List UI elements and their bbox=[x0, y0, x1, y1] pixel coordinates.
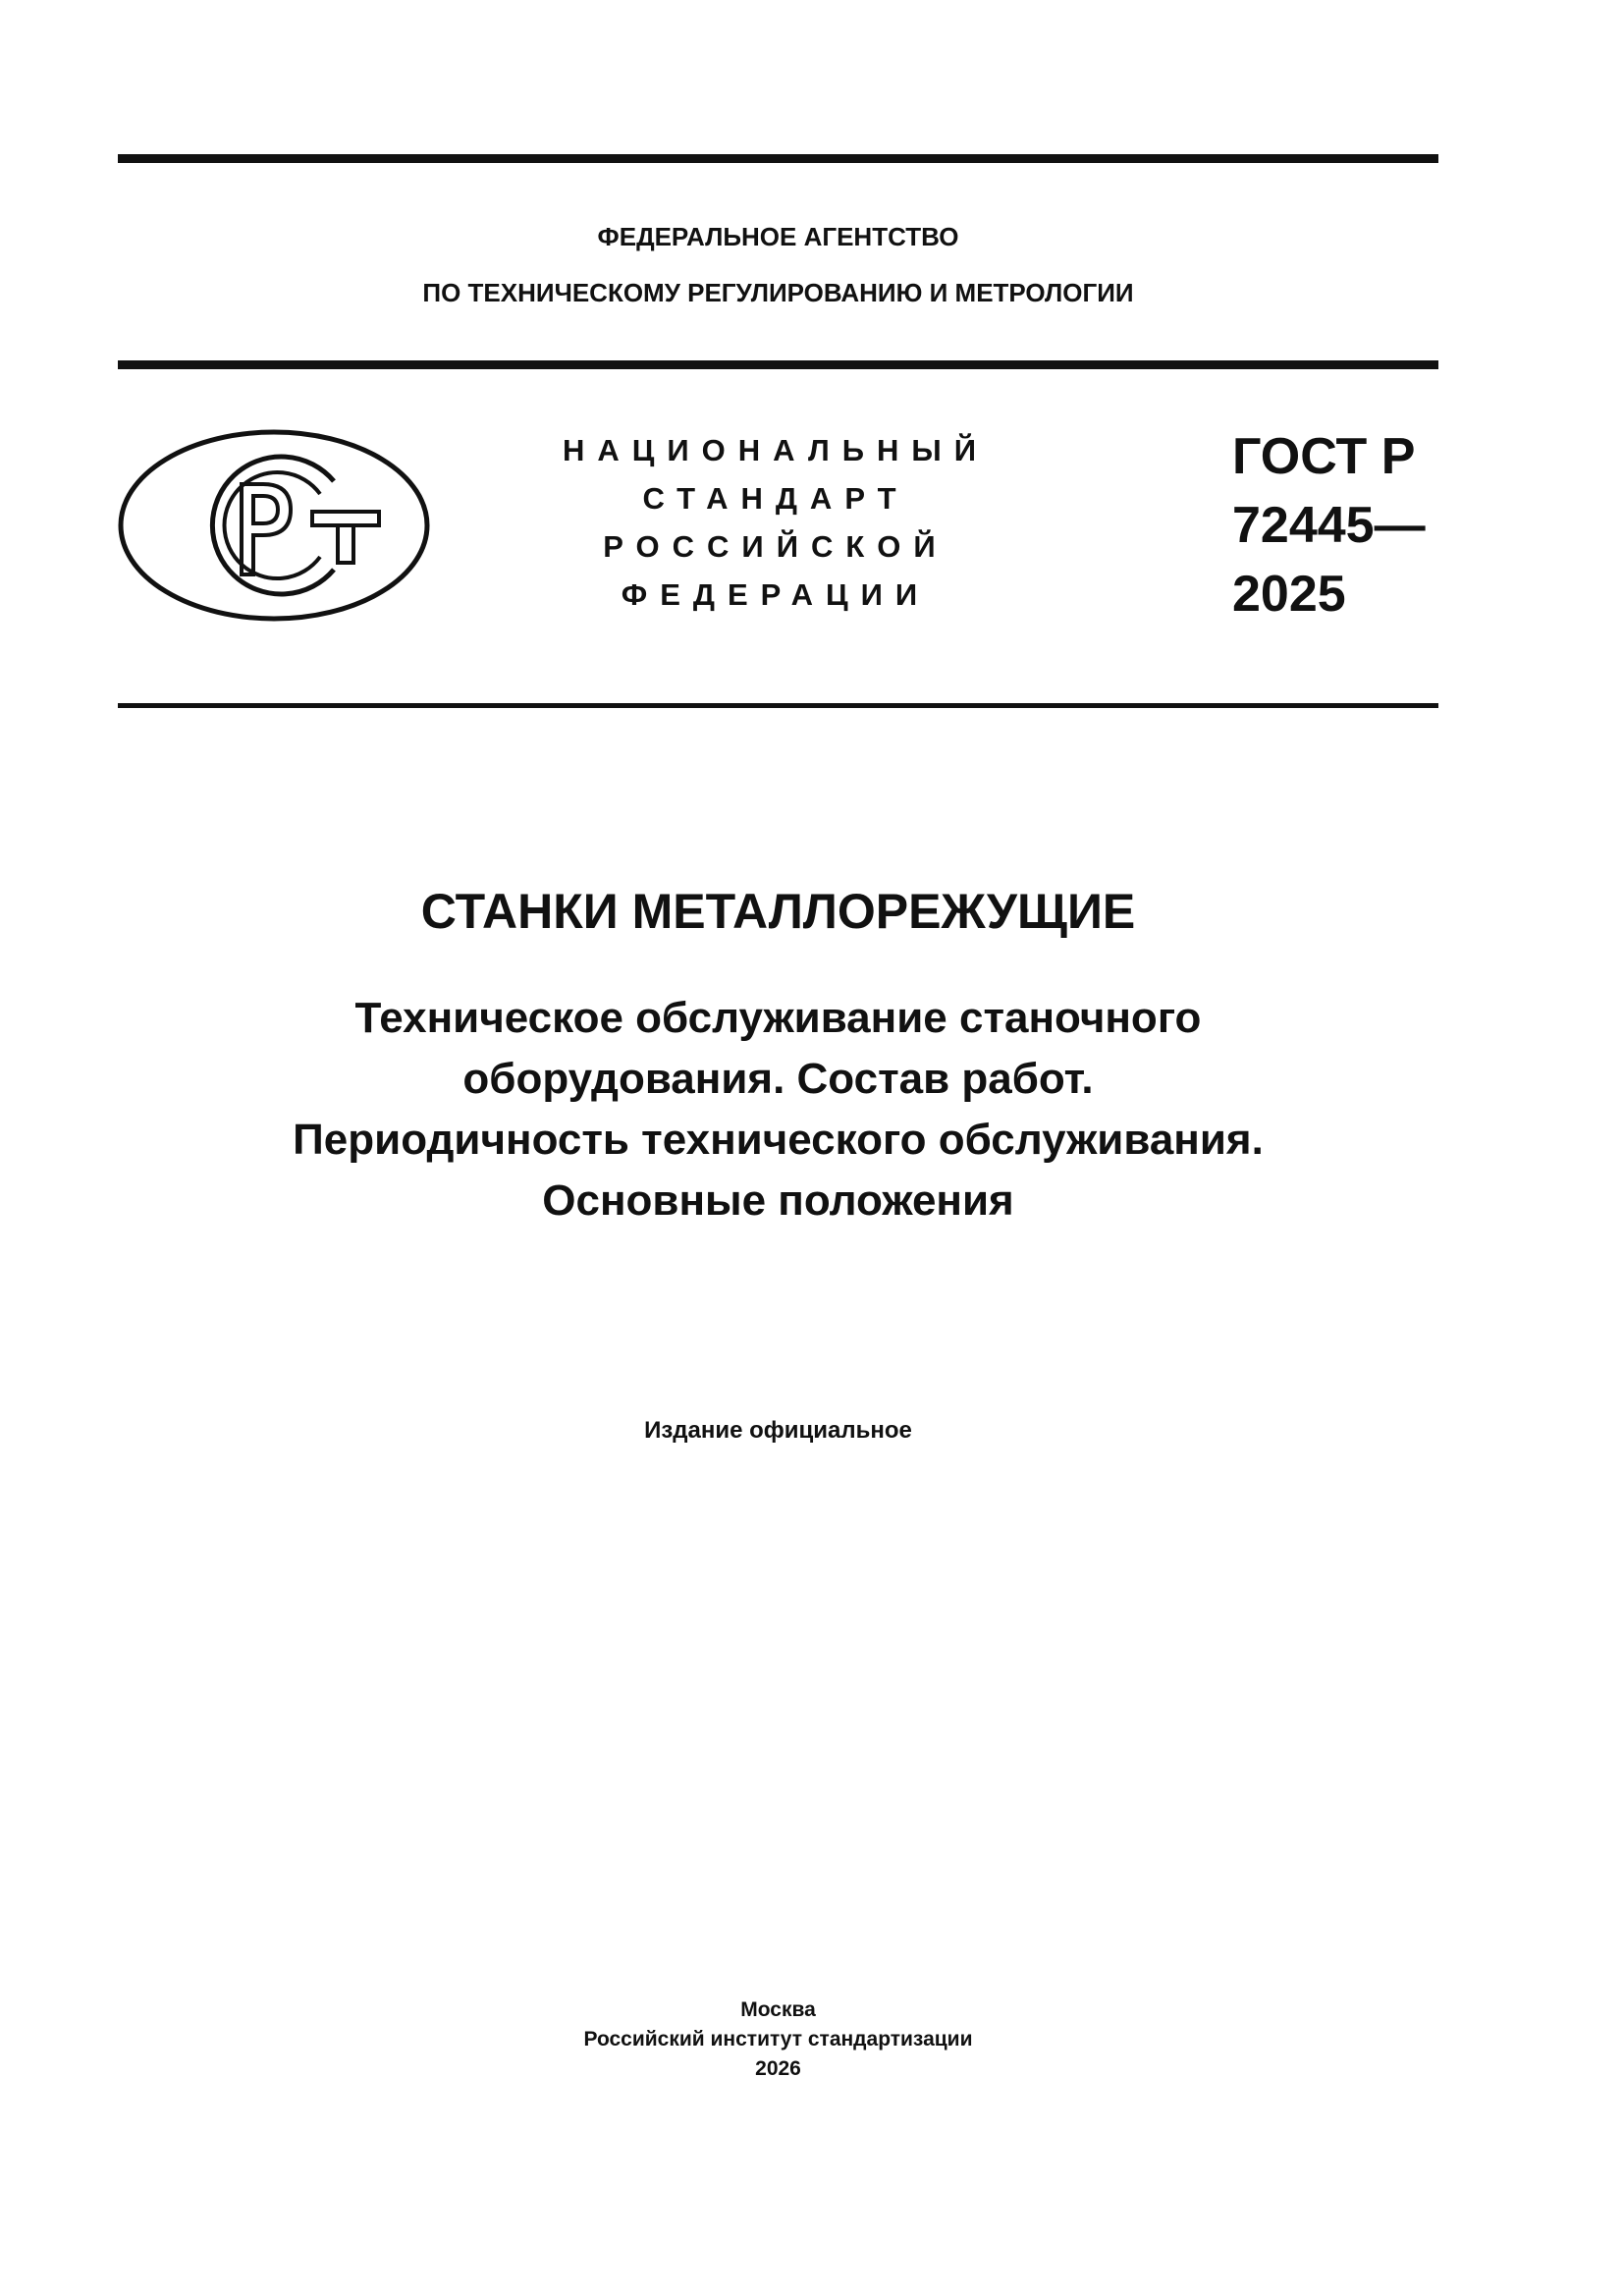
standard-type-block bbox=[550, 426, 1001, 619]
document-title: СТАНКИ МЕТАЛЛОРЕЖУЩИЕ bbox=[420, 884, 1136, 939]
designation-line-3: 2025 bbox=[1232, 566, 1346, 623]
subtitle-line-4: Основные положения bbox=[542, 1176, 1014, 1225]
subtitle-line-3: Периодичность технического обслуживания. bbox=[293, 1116, 1264, 1164]
standard-type-line-3: РОССИЙСКОЙ bbox=[603, 529, 948, 564]
designation-line-1: ГОСТ Р bbox=[1232, 428, 1416, 485]
standard-type-line-2: СТАНДАРТ bbox=[642, 481, 909, 516]
subtitle-line-1: Техническое обслуживание станочного bbox=[354, 994, 1202, 1042]
standard-designation bbox=[1232, 422, 1426, 629]
subtitle-line-2: оборудования. Состав работ. bbox=[462, 1055, 1094, 1103]
imprint-publisher: Российский институт стандартизации bbox=[583, 2028, 973, 2050]
rst-emblem-icon bbox=[116, 427, 432, 624]
agency-name-line-2: ПО ТЕХНИЧЕСКОМУ РЕГУЛИРОВАНИЮ И МЕТРОЛОГИИ bbox=[422, 278, 1134, 307]
header-rule bbox=[118, 360, 1438, 369]
standard-type-line-1: НАЦИОНАЛЬНЫЙ bbox=[562, 433, 990, 467]
publisher-imprint bbox=[118, 1995, 1438, 2084]
designation-line-2: 72445— bbox=[1232, 497, 1426, 554]
imprint-city: Москва bbox=[740, 1998, 816, 2021]
edition-note: Издание официальное bbox=[644, 1417, 912, 1444]
imprint-year: 2026 bbox=[755, 2057, 801, 2080]
standard-type-line-4: ФЕДЕРАЦИИ bbox=[621, 577, 931, 612]
document-subtitle bbox=[118, 988, 1438, 1231]
section-rule bbox=[118, 703, 1438, 708]
top-rule bbox=[118, 154, 1438, 163]
agency-name-line-1: ФЕДЕРАЛЬНОЕ АГЕНТСТВО bbox=[597, 222, 959, 251]
